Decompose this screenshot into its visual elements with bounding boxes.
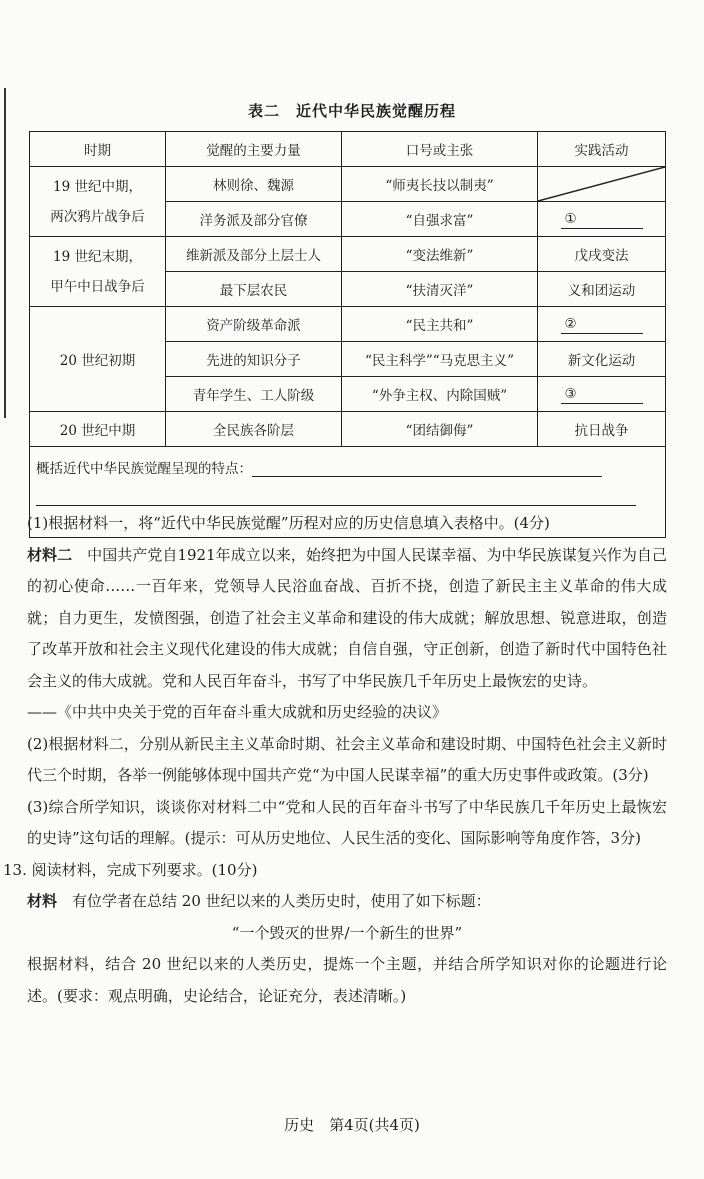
- material-2-text: 中国共产党自1921年成立以来，始终把为中国人民谋幸福、为中华民族谋复兴作为自己的初心使命……一百年来，党领导人民浴血奋战、百折不挠，创造了新民主主义革命的伟大成就；自力更生，发愤图强，创造了社会主义革命和建设的伟大成就；解放思想、锐意进取，创造了改革开放和社会主义现代化建设的伟大成就；自信自强，守正创新，创造了新时代中国特色社会主义的伟大成就。党和人民百年奋斗，书写了中华民族几千年历史上最恢宏的史诗。: [27, 545, 667, 690]
- header-slogan: 口号或主张: [342, 132, 538, 167]
- force-cell: 青年学生、工人阶级: [166, 377, 342, 412]
- slogan-cell: “扶清灭洋”: [342, 272, 538, 307]
- force-cell: 先进的知识分子: [166, 342, 342, 377]
- material-13-quote: “一个毁灭的世界/一个新生的世界”: [231, 923, 463, 942]
- force-cell: 林则徐、魏源: [166, 167, 342, 202]
- activity-cell: 抗日战争: [538, 412, 666, 447]
- page-footer: 历史 第4页(共4页): [284, 1116, 420, 1134]
- material-13-label: 材料: [27, 892, 58, 910]
- period-cell: 19 世纪末期， 甲午中日战争后: [30, 237, 166, 307]
- period-cell: 19 世纪中期， 两次鸦片战争后: [30, 167, 166, 237]
- diagonal-line: [538, 167, 665, 201]
- slogan-cell: “外争主权、内除国贼”: [342, 377, 538, 412]
- slogan-cell: “师夷长技以制夷”: [342, 167, 538, 202]
- activity-cell: [538, 202, 666, 237]
- material-13-text: 有位学者在总结 20 世纪以来的人类历史时，使用了如下标题：: [57, 892, 491, 910]
- force-cell: 全民族各阶层: [166, 412, 342, 447]
- activity-cell: [538, 377, 666, 412]
- period-cell: 20 世纪中期: [30, 412, 166, 447]
- header-force: 觉醒的主要力量: [166, 132, 342, 167]
- material-2-source: ——《中共中央关于党的百年奋斗重大成就和历史经验的决议》: [27, 703, 448, 721]
- question-13: 13. 阅读材料，完成下列要求。(10分): [3, 860, 258, 879]
- table-row: [30, 237, 666, 272]
- answer-blank-3[interactable]: ③: [561, 385, 643, 404]
- awakening-table: [29, 131, 666, 538]
- force-cell: 维新派及部分上层士人: [166, 237, 342, 272]
- slogan-cell: “民主科学”“马克思主义”: [342, 342, 538, 377]
- answer-blank-1[interactable]: ①: [561, 210, 643, 229]
- table-row: [30, 307, 666, 342]
- question-body: [3, 508, 667, 1012]
- margin-line: [4, 88, 6, 418]
- table-row: [30, 167, 666, 202]
- summary-prompt: 概括近代中华民族觉醒呈现的特点：: [36, 461, 252, 477]
- period-cell: 20 世纪初期: [30, 307, 166, 412]
- slogan-cell: “民主共和”: [342, 307, 538, 342]
- activity-cell: 戊戌变法: [538, 237, 666, 272]
- force-cell: 最下层农民: [166, 272, 342, 307]
- material-2: [27, 540, 667, 698]
- material-2-label: 材料二: [27, 545, 73, 564]
- answer-blank-2[interactable]: ②: [561, 315, 643, 334]
- header-activity: 实践活动: [538, 132, 666, 167]
- question-2: (2)根据材料二，分别从新民主主义革命时期、社会主义革命和建设时期、中国特色社会主义新时代三个时期，各举一例能够体现中国共产党“为中国人民谋幸福”的重大历史事件或政策。(3分): [27, 734, 667, 784]
- summary-answer-line-2[interactable]: [36, 487, 636, 506]
- question-1: (1)根据材料一，将“近代中华民族觉醒”历程对应的历史信息填入表格中。(4分): [27, 514, 550, 532]
- slogan-cell: “自强求富”: [342, 202, 538, 237]
- slogan-cell: “团结御侮”: [342, 412, 538, 447]
- activity-cell-empty: [538, 167, 666, 202]
- header-period: 时期: [30, 132, 166, 167]
- summary-answer-line[interactable]: [252, 462, 602, 477]
- question-3: (3)综合所学知识，谈谈你对材料二中“党和人民的百年奋斗书写了中华民族几千年历史上最恢宏的史诗”这句话的理解。(提示：可从历史地位、人民生活的变化、国际影响等角度作答，3分): [27, 797, 667, 847]
- table-header-row: [30, 132, 666, 167]
- question-13-task: 根据材料，结合 20 世纪以来的人类历史，提炼一个主题，并结合所学知识对你的论题进行论述。(要求：观点明确，史论结合，论证充分，表述清晰。): [27, 955, 667, 1005]
- material-13: [27, 886, 667, 918]
- force-cell: 资产阶级革命派: [166, 307, 342, 342]
- activity-cell: [538, 307, 666, 342]
- activity-cell: 新文化运动: [538, 342, 666, 377]
- activity-cell: 义和团运动: [538, 272, 666, 307]
- force-cell: 洋务派及部分官僚: [166, 202, 342, 237]
- table-title: 表二 近代中华民族觉醒历程: [247, 102, 456, 120]
- slogan-cell: “变法维新”: [342, 237, 538, 272]
- table-row: [30, 412, 666, 447]
